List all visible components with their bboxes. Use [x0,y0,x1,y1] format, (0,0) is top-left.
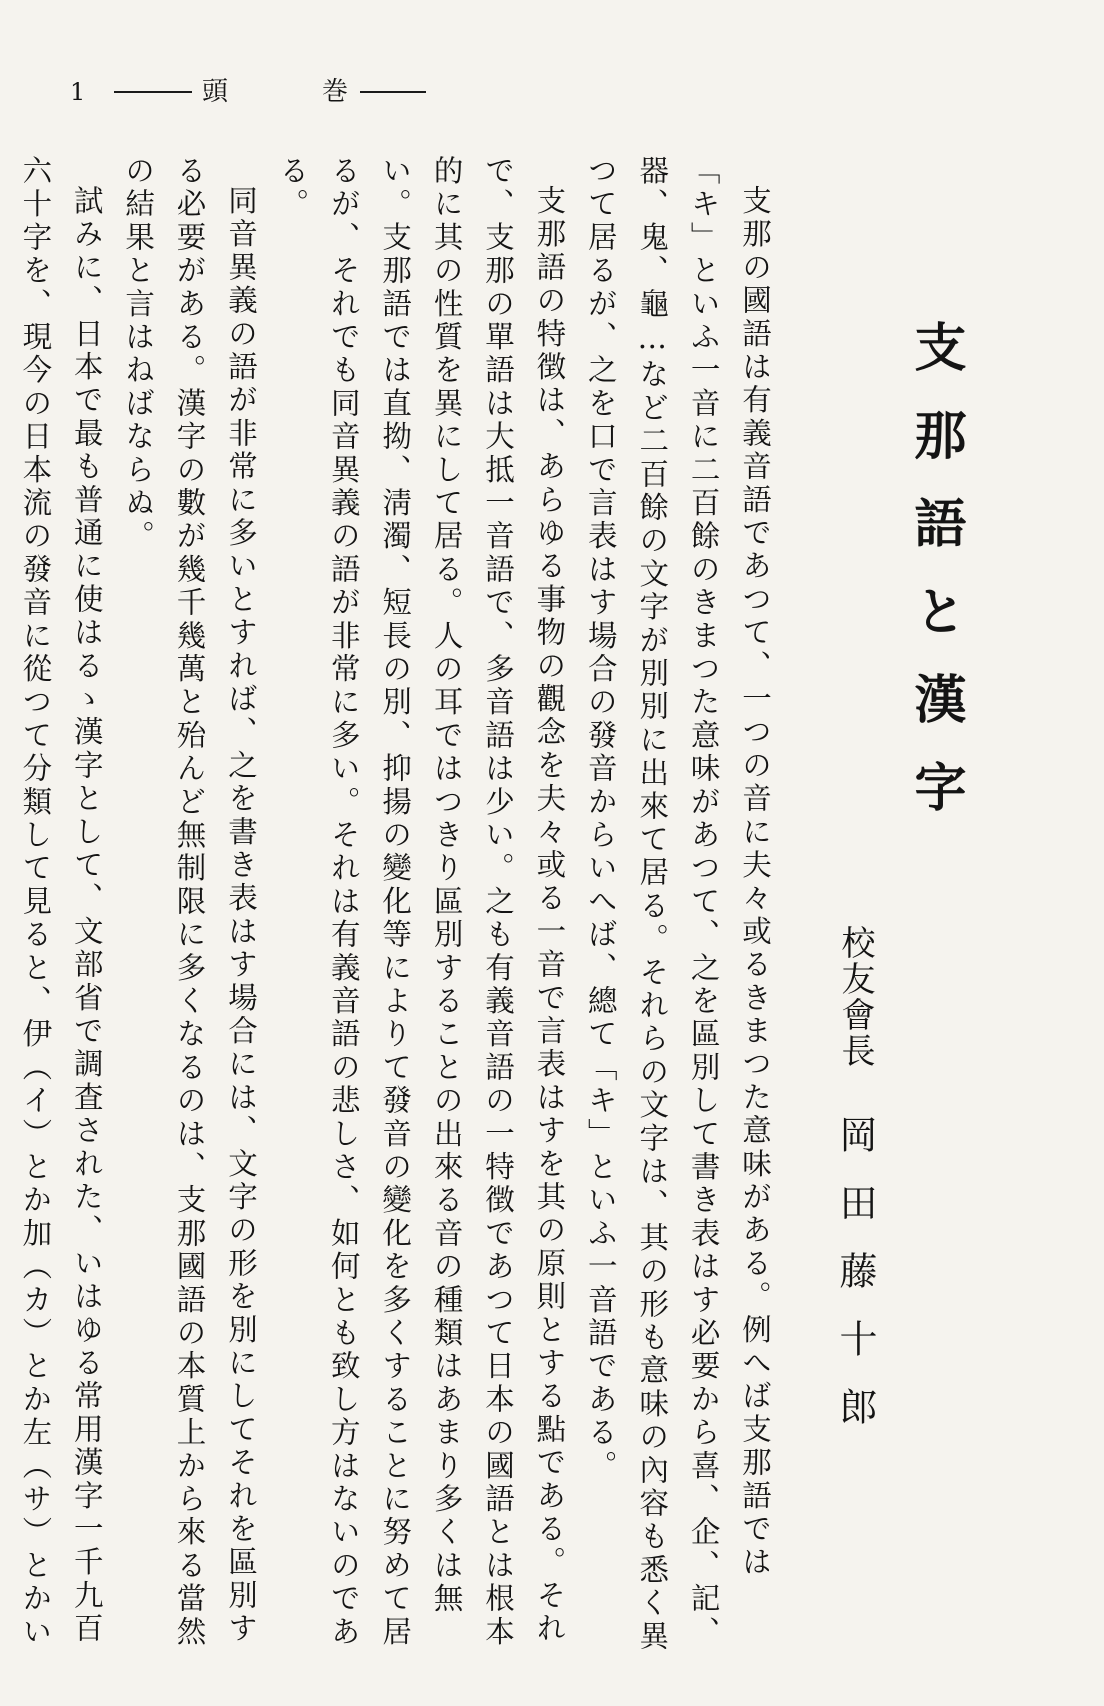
article-title: 支那語と漢字 [905,320,966,848]
page-number: 1 [70,78,86,106]
header-word-head: 頭 [202,77,229,107]
paragraph-2: 支那語の特徴は、あらゆる事物の觀念を夫々或る一音で言表はすを其の原則とする點である。それで、支那の單語は大抵一音語で、多音語は少い。之も有義音語の一特徴であつて日本の國語とは根本的に其の性質を異にして居る。人の耳ではつきり區別することの出來る音の種類はあまり多くは無い。支那語では直拗、淸濁、短長の別、抑揚の變化等によりて發音の變化を多くすることに努めて居るが、それでも同音異義の語が非常に多い。それは有義音語の悲しさ、如何とも致し方はないのである。 [275,155,567,1649]
paragraph-1: 支那の國語は有義音語であつて、一つの音に夫々或るきまつた意味がある。例へば支那語では「キ」といふ一音に二百餘のきまつた意味があつて、之を區別して書き表はす必要から喜、企、記、器、鬼、龜…など二百餘の文字が別別に出來て居る。それらの文字は、其の形も意味の內容も悉く異つて居るが、之を口で言表はす場合の發音からいへば、總て「キ」といふ一音語である。 [583,155,772,1654]
author-byline [820,925,890,1565]
byline-spacer [855,1069,856,1115]
header-rule-right [360,91,426,93]
header-word-volume: 巻 [322,77,349,107]
paragraph-4: 試みに、日本で最も普通に使はるゝ漢字として、文部省で調査された、いはゆる常用漢字一千九百六十字を、現今の日本流の發音に從つて分類して見ると、伊（イ）とか加（カ）とか左（サ）とかい [18,155,104,1649]
article-body [18,155,780,1655]
running-header [70,72,430,112]
paragraph-3: 同音異義の語が非常に多いとすれば、之を書き表はす場合には、文字の形を別にしてそれを區別する必要がある。漢字の數が幾千幾萬と殆んど無制限に多くなるのは、支那國語の本質上から來る當然の結果と言はねばならぬ。 [121,155,258,1649]
author-role: 校友會長 [835,925,875,1069]
header-rule-left [114,91,192,93]
author-name: 岡田藤十郎 [833,1115,877,1455]
